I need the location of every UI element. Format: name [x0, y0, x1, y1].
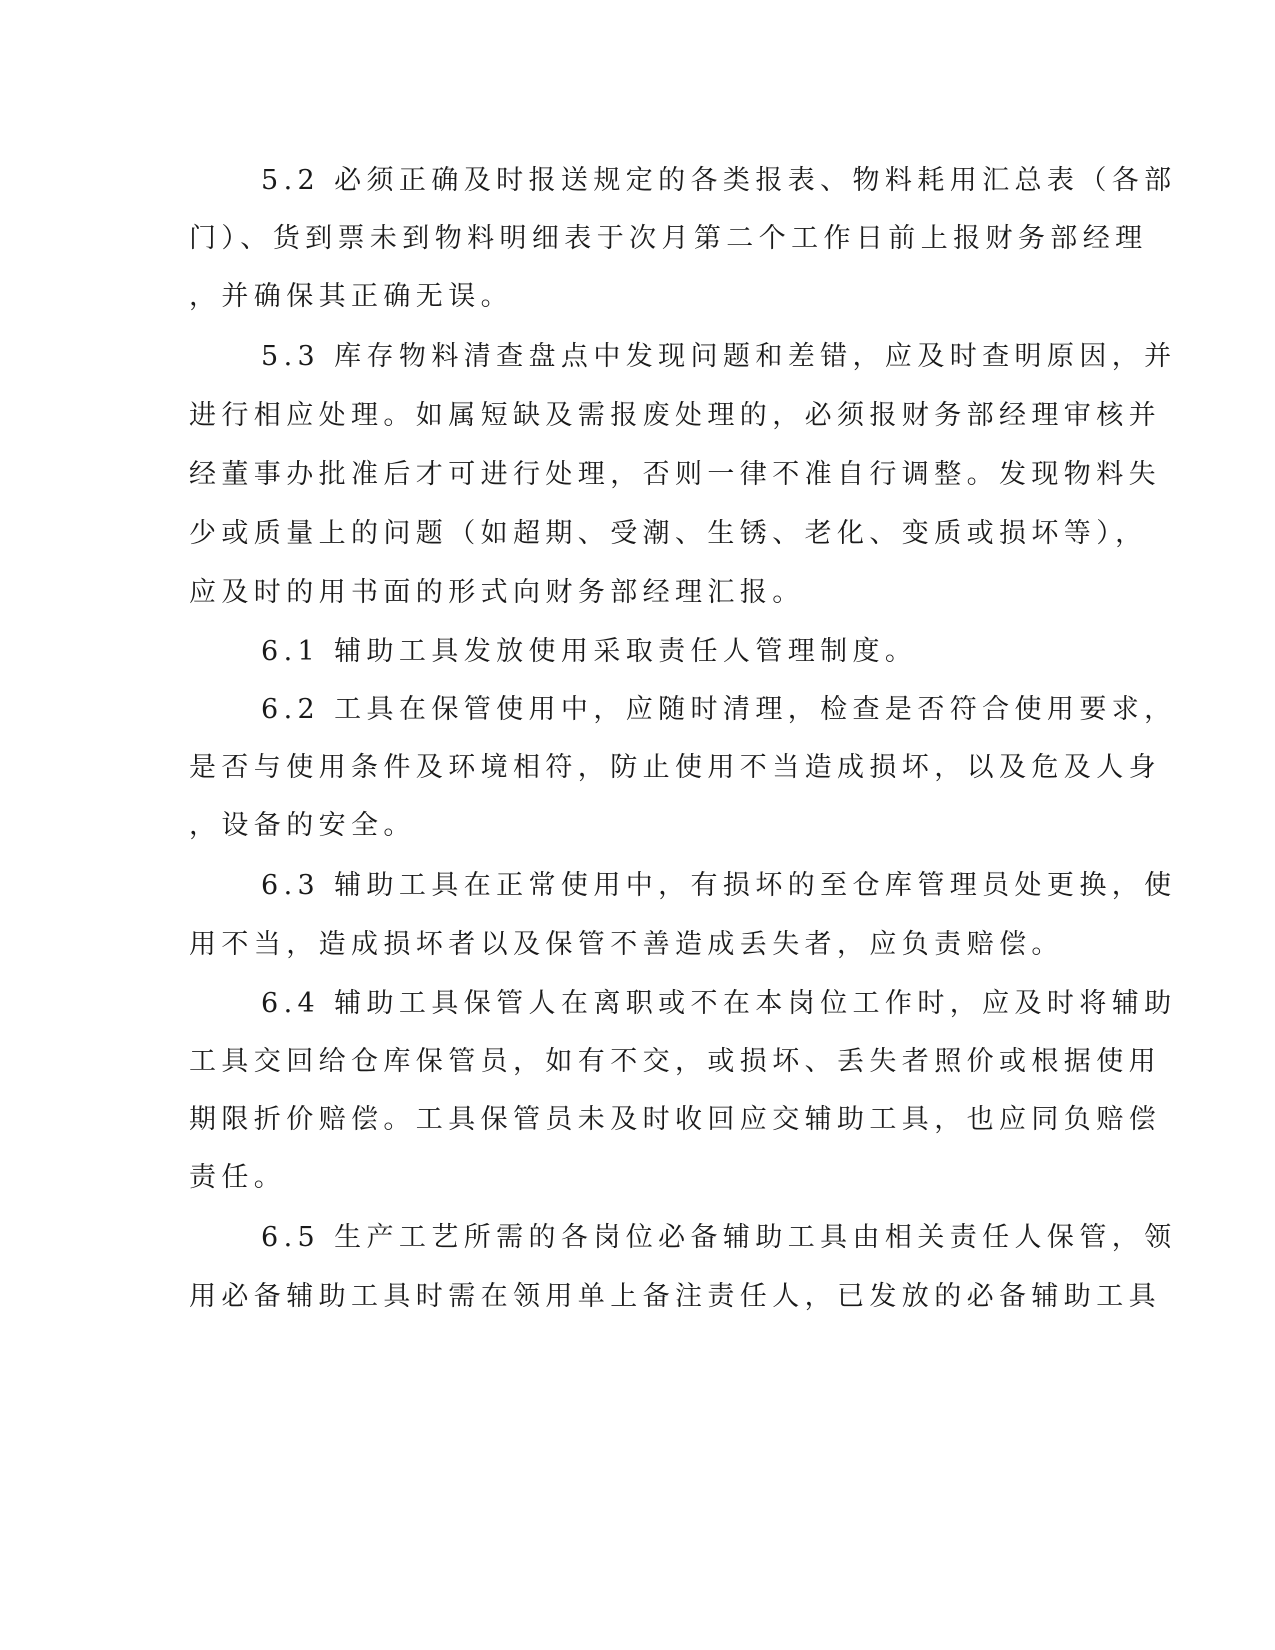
paragraph-6-4-line-1: 6.4 辅助工具保管人在离职或不在本岗位工作时，应及时将辅助 — [261, 988, 1177, 1019]
paragraph-6-3-line-1: 6.3 辅助工具在正常使用中，有损坏的至仓库管理员处更换，使 — [261, 870, 1177, 901]
paragraph-6-4-line-3: 期限折价赔偿。工具保管员未及时收回应交辅助工具，也应同负赔偿 — [189, 1104, 1161, 1135]
paragraph-6-2-line-3: ，设备的安全。 — [189, 810, 416, 841]
paragraph-6-2-line-2: 是否与使用条件及环境相符，防止使用不当造成损坏，以及危及人身 — [189, 752, 1161, 783]
paragraph-6-3-line-2: 用不当，造成损坏者以及保管不善造成丢失者，应负责赔偿。 — [189, 929, 1064, 960]
paragraph-5-2-line-1: 5.2 必须正确及时报送规定的各类报表、物料耗用汇总表（各部 — [261, 165, 1177, 196]
paragraph-6-2-line-1: 6.2 工具在保管使用中，应随时清理，检查是否符合使用要求， — [261, 694, 1177, 725]
paragraph-5-2-line-2: 门）、货到票未到物料明细表于次月第二个工作日前上报财务部经理 — [189, 223, 1148, 254]
paragraph-6-5-line-1: 6.5 生产工艺所需的各岗位必备辅助工具由相关责任人保管，领 — [261, 1222, 1177, 1253]
paragraph-6-4-line-2: 工具交回给仓库保管员，如有不交，或损坏、丢失者照价或根据使用 — [189, 1046, 1161, 1077]
paragraph-5-3-line-3: 经董事办批准后才可进行处理，否则一律不准自行调整。发现物料失 — [189, 459, 1161, 490]
paragraph-6-5-line-2: 用必备辅助工具时需在领用单上备注责任人，已发放的必备辅助工具 — [189, 1281, 1161, 1312]
paragraph-6-1-line-1: 6.1 辅助工具发放使用采取责任人管理制度。 — [261, 636, 918, 667]
paragraph-5-2-line-3: ，并确保其正确无误。 — [189, 281, 513, 312]
paragraph-6-4-line-4: 责任。 — [189, 1162, 287, 1193]
paragraph-5-3-line-5: 应及时的用书面的形式向财务部经理汇报。 — [189, 577, 805, 608]
paragraph-5-3-line-2: 进行相应处理。如属短缺及需报废处理的，必须报财务部经理审核并 — [189, 400, 1161, 431]
paragraph-5-3-line-4: 少或质量上的问题（如超期、受潮、生锈、老化、变质或损坏等）， — [189, 518, 1148, 549]
paragraph-5-3-line-1: 5.3 库存物料清查盘点中发现问题和差错，应及时查明原因，并 — [261, 341, 1177, 372]
